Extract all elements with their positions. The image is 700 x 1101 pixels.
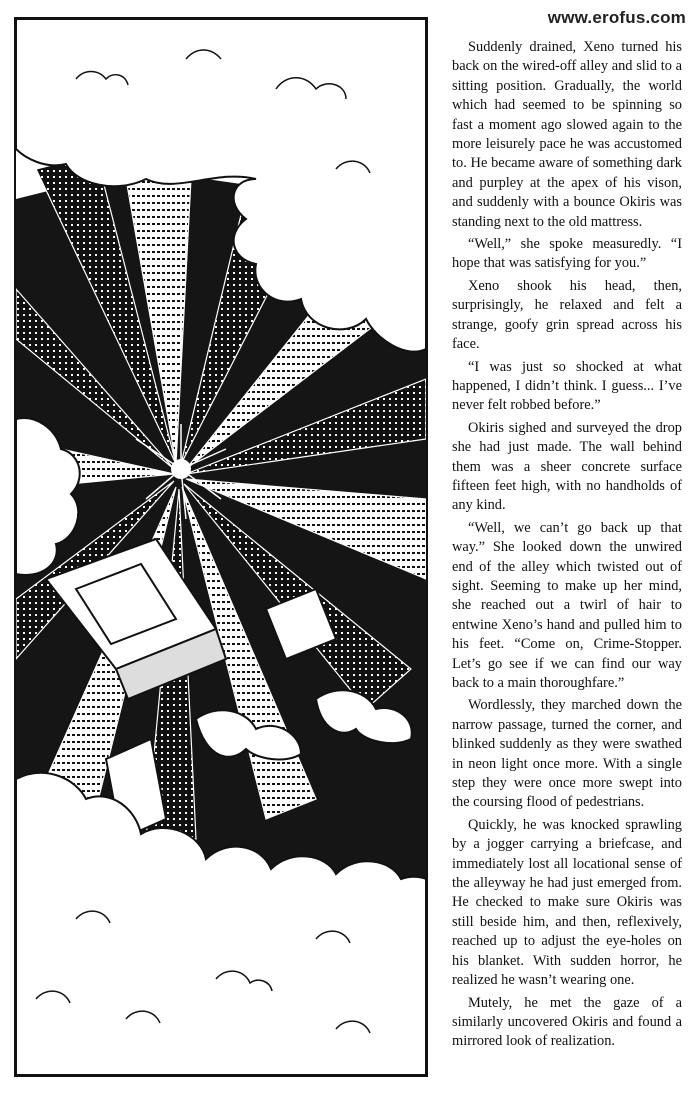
paragraph-1: Suddenly drained, Xeno turned his back on the wired-off alley and slid to a sitting position. Gradually, the world which had seemed to be spinning so fast a moment ago slowed again to the more leisurely pace he was accustomed to. He became aware of something dark and purpley at the apex of his vison, and suddenly with a bounce Okiris was standing next to the old mattress. [452,39,682,230]
story-text-column [452,38,682,1052]
paragraph-7: Wordlessly, they marched down the narrow passage, turned the corner, and blinked suddenly as they were swathed in neon light once more. With a single step they were once more swept into the coursing flood of pedestrians. [452,697,682,811]
city-illustration-panel [14,17,428,1077]
paragraph-6: “Well, we can’t go back up that way.” She looked down the unwired end of the alley which twisted out of sight. Seeming to make up her mind, she reached out a twirl of hair to entwine Xeno’s hand and pulled him to his feet. “Come on, Crime-Stopper. Let’s go see if we can find our way back to a main thoroughfare.” [452,519,682,691]
watermark: www.erofus.com [547,8,686,27]
paragraph-2: “Well,” she spoke measuredly. “I hope that was satisfying for you.” [452,236,682,272]
paragraph-8: Quickly, he was knocked sprawling by a jogger carrying a briefcase, and immediately lost all locational sense of the alleyway he had just emerged from. He checked to make sure Okiris was still beside him, and then, reflexively, reached up to adjust the eye-holes on his blanket. With sudden horror, he realized he wasn’t wearing one. [452,816,682,989]
city-skyline-perspective-icon [16,19,426,1075]
paragraph-9: Mutely, he met the gaze of a similarly uncovered Okiris and found a mirrored look of realization. [452,994,682,1050]
paragraph-4: “I was just so shocked at what happened, I didn’t think. I guess... I’ve never felt robbed before.” [452,358,682,414]
paragraph-5: Okiris sighed and surveyed the drop she had just made. The wall behind them was a sheer concrete surface fifteen feet high, with no handholds of any kind. [452,419,682,514]
paragraph-3: Xeno shook his head, then, surprisingly, he relaxed and felt a strange, goofy grin spread across his face. [452,277,682,353]
